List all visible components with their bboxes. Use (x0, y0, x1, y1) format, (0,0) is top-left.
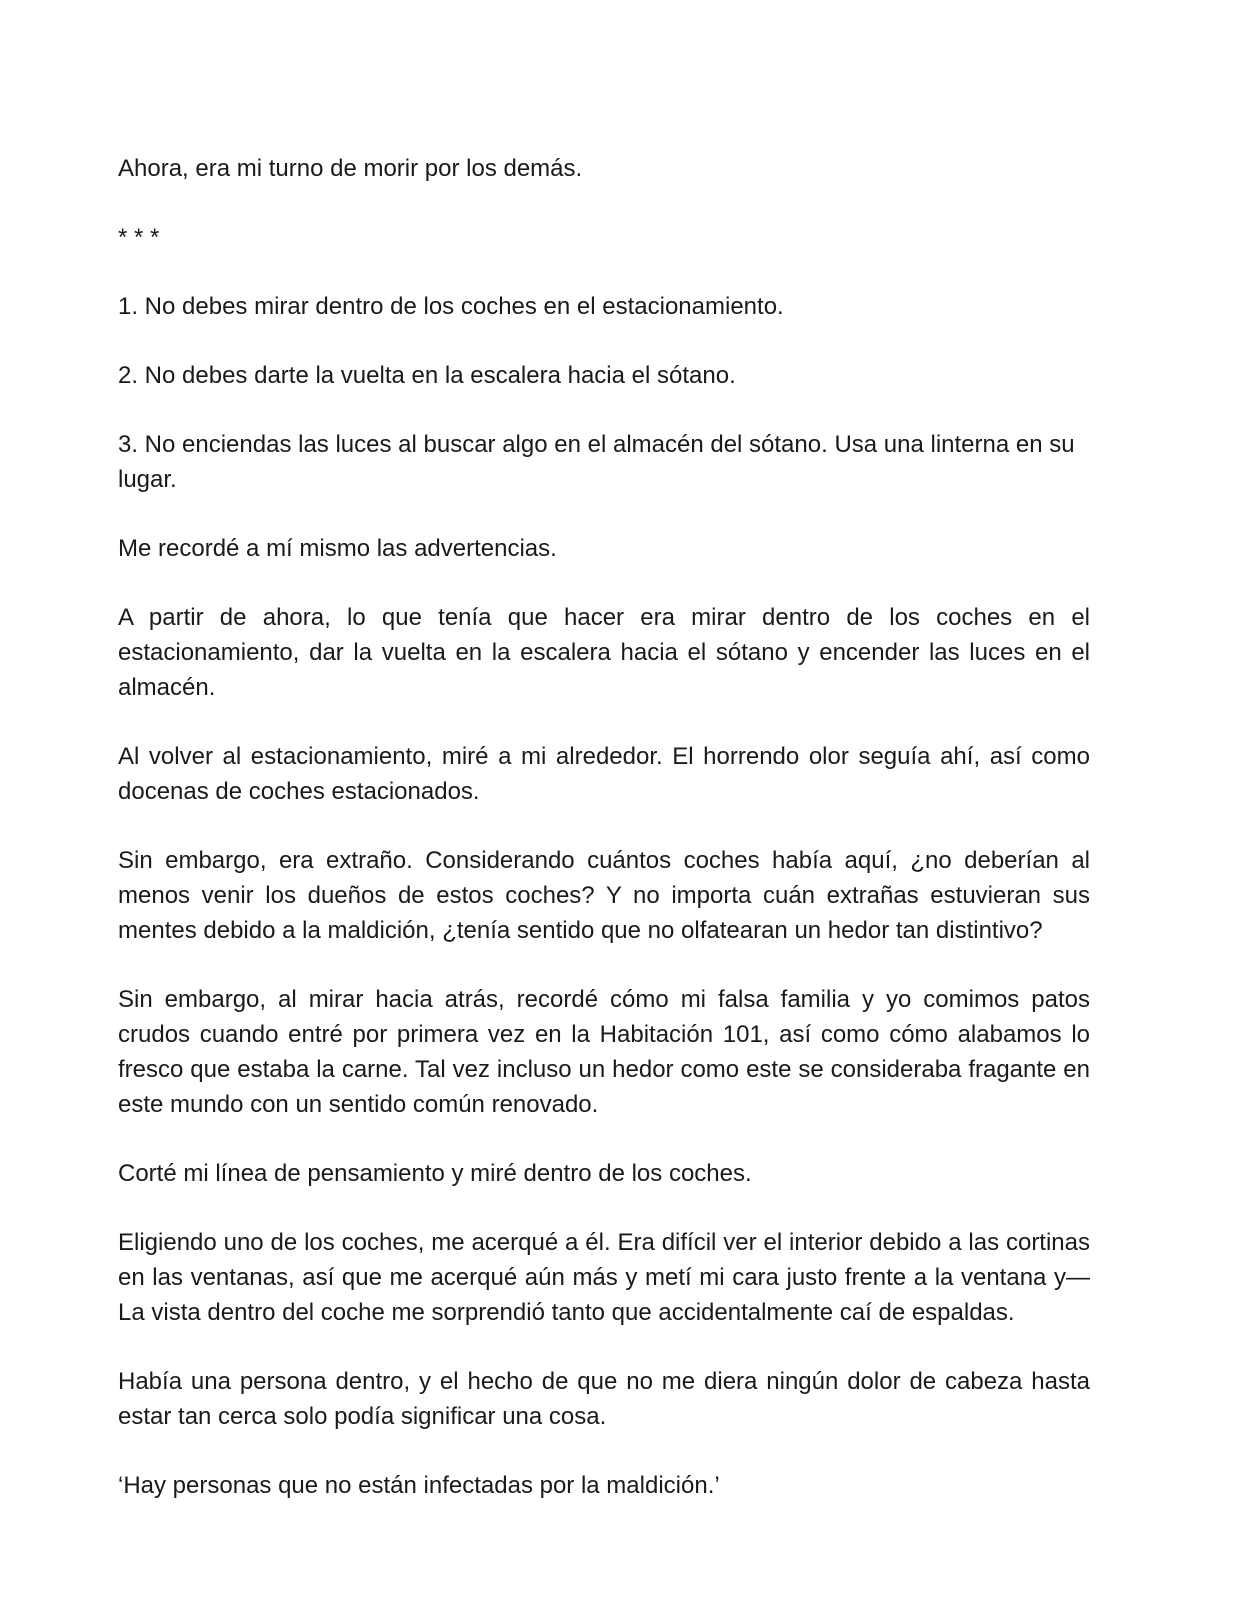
rule-3: 3. No enciendas las luces al buscar algo en el almacén del sótano. Usa una linterna en su lugar. (118, 431, 1075, 493)
paragraph: Eligiendo uno de los coches, me acerqué a él. Era difícil ver el interior debido a las cortinas en las ventanas, así que me acerqué aún más y metí mi cara justo frente a la ventana y— La vista dentro del coche me sorprendió tanto que accidentalmente caí de espaldas. (118, 1229, 1090, 1326)
rule-2: 2. No debes darte la vuelta en la escalera hacia el sótano. (118, 362, 736, 389)
rule-1: 1. No debes mirar dentro de los coches en el estacionamiento. (118, 293, 784, 320)
paragraph: Al volver al estacionamiento, miré a mi alrededor. El horrendo olor seguía ahí, así como docenas de coches estacionados. (118, 743, 1090, 805)
section-break: * * * (118, 224, 160, 251)
paragraph: Me recordé a mí mismo las advertencias. (118, 535, 557, 562)
paragraph-opening: Ahora, era mi turno de morir por los demás. (118, 155, 583, 182)
paragraph: A partir de ahora, lo que tenía que hacer era mirar dentro de los coches en el estacionamiento, dar la vuelta en la escalera hacia el sótano y encender las luces en el almacén. (118, 604, 1090, 701)
paragraph: Había una persona dentro, y el hecho de que no me diera ningún dolor de cabeza hasta estar tan cerca solo podía significar una cosa. (118, 1368, 1090, 1430)
paragraph-quote: ‘Hay personas que no están infectadas por la maldición.’ (118, 1472, 720, 1499)
paragraph: Sin embargo, al mirar hacia atrás, recordé cómo mi falsa familia y yo comimos patos crudos cuando entré por primera vez en la Habitación 101, así como cómo alabamos lo fresco que estaba la carne. Tal vez incluso un hedor como este se consideraba fragante en este mundo con un sentido común renovado. (118, 986, 1090, 1118)
document-page (118, 151, 1090, 1537)
paragraph: Corté mi línea de pensamiento y miré dentro de los coches. (118, 1160, 752, 1187)
paragraph: Sin embargo, era extraño. Considerando cuántos coches había aquí, ¿no deberían al menos venir los dueños de estos coches? Y no importa cuán extrañas estuvieran sus mentes debido a la maldición, ¿tenía sentido que no olfatearan un hedor tan distintivo? (118, 847, 1090, 944)
